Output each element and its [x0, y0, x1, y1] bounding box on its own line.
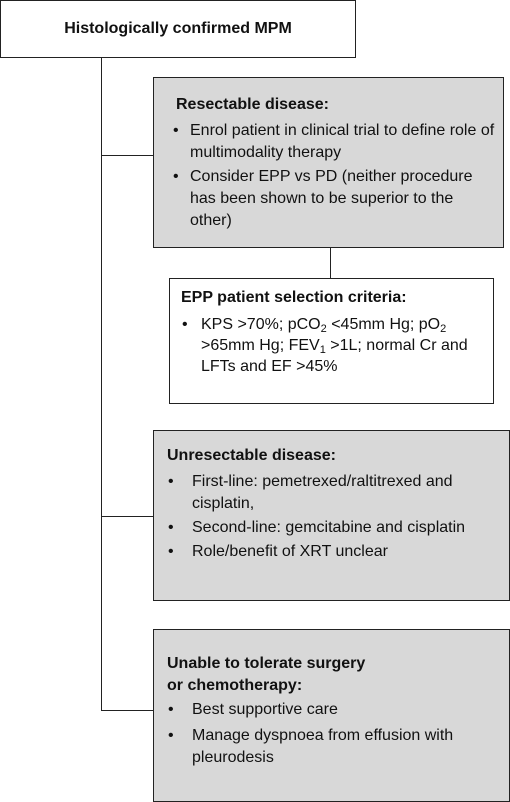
unresectable-list: [158, 471, 505, 565]
unable-title: Unable to tolerate surgery or chemotherapy:: [167, 655, 366, 694]
unresectable-title: Unresectable disease:: [167, 447, 336, 464]
unresectable-node: [153, 430, 510, 601]
list-item: [174, 314, 489, 377]
list-item: • Second-line: gemcitabine and cisplatin: [158, 517, 505, 539]
subscript: 2: [320, 323, 327, 335]
list-item: • Consider EPP vs PD (neither procedure has been shown to be superior to the other): [164, 166, 495, 232]
unable-node: [153, 629, 510, 802]
branch-unresectable: [101, 516, 153, 517]
list-item: • Enrol patient in clinical trial to define role of multimodality therapy: [164, 120, 495, 164]
unable-list: [158, 699, 505, 773]
criteria-text: KPS >70%; pCO: [201, 316, 321, 333]
resectable-node: [153, 77, 504, 248]
resectable-list: [164, 120, 495, 234]
resectable-to-epp-connector: [330, 248, 331, 278]
epp-criteria-list: [174, 314, 489, 377]
resectable-title: Resectable disease:: [176, 96, 329, 113]
epp-criteria-title: EPP patient selection criteria:: [181, 289, 407, 306]
list-item: • First-line: pemetrexed/raltitrexed and cisplatin,: [158, 471, 505, 515]
criteria-text: >65mm Hg; FEV: [201, 337, 320, 354]
list-item: • Role/benefit of XRT unclear: [158, 541, 505, 563]
subscript: 1: [319, 344, 326, 356]
branch-resectable: [101, 155, 153, 156]
branch-unable: [101, 710, 153, 711]
root-title: Histologically confirmed MPM: [64, 20, 292, 37]
criteria-text: <45mm Hg; pO: [326, 316, 441, 333]
epp-criteria-node: [169, 278, 494, 404]
list-item: • Best supportive care: [158, 699, 505, 721]
criteria-text: >1L; normal Cr and LFTs and EF >45%: [201, 337, 468, 375]
subscript: 2: [440, 323, 447, 335]
list-item: • Manage dyspnoea from effusion with pleurodesis: [158, 725, 505, 769]
root-node: [0, 0, 356, 58]
